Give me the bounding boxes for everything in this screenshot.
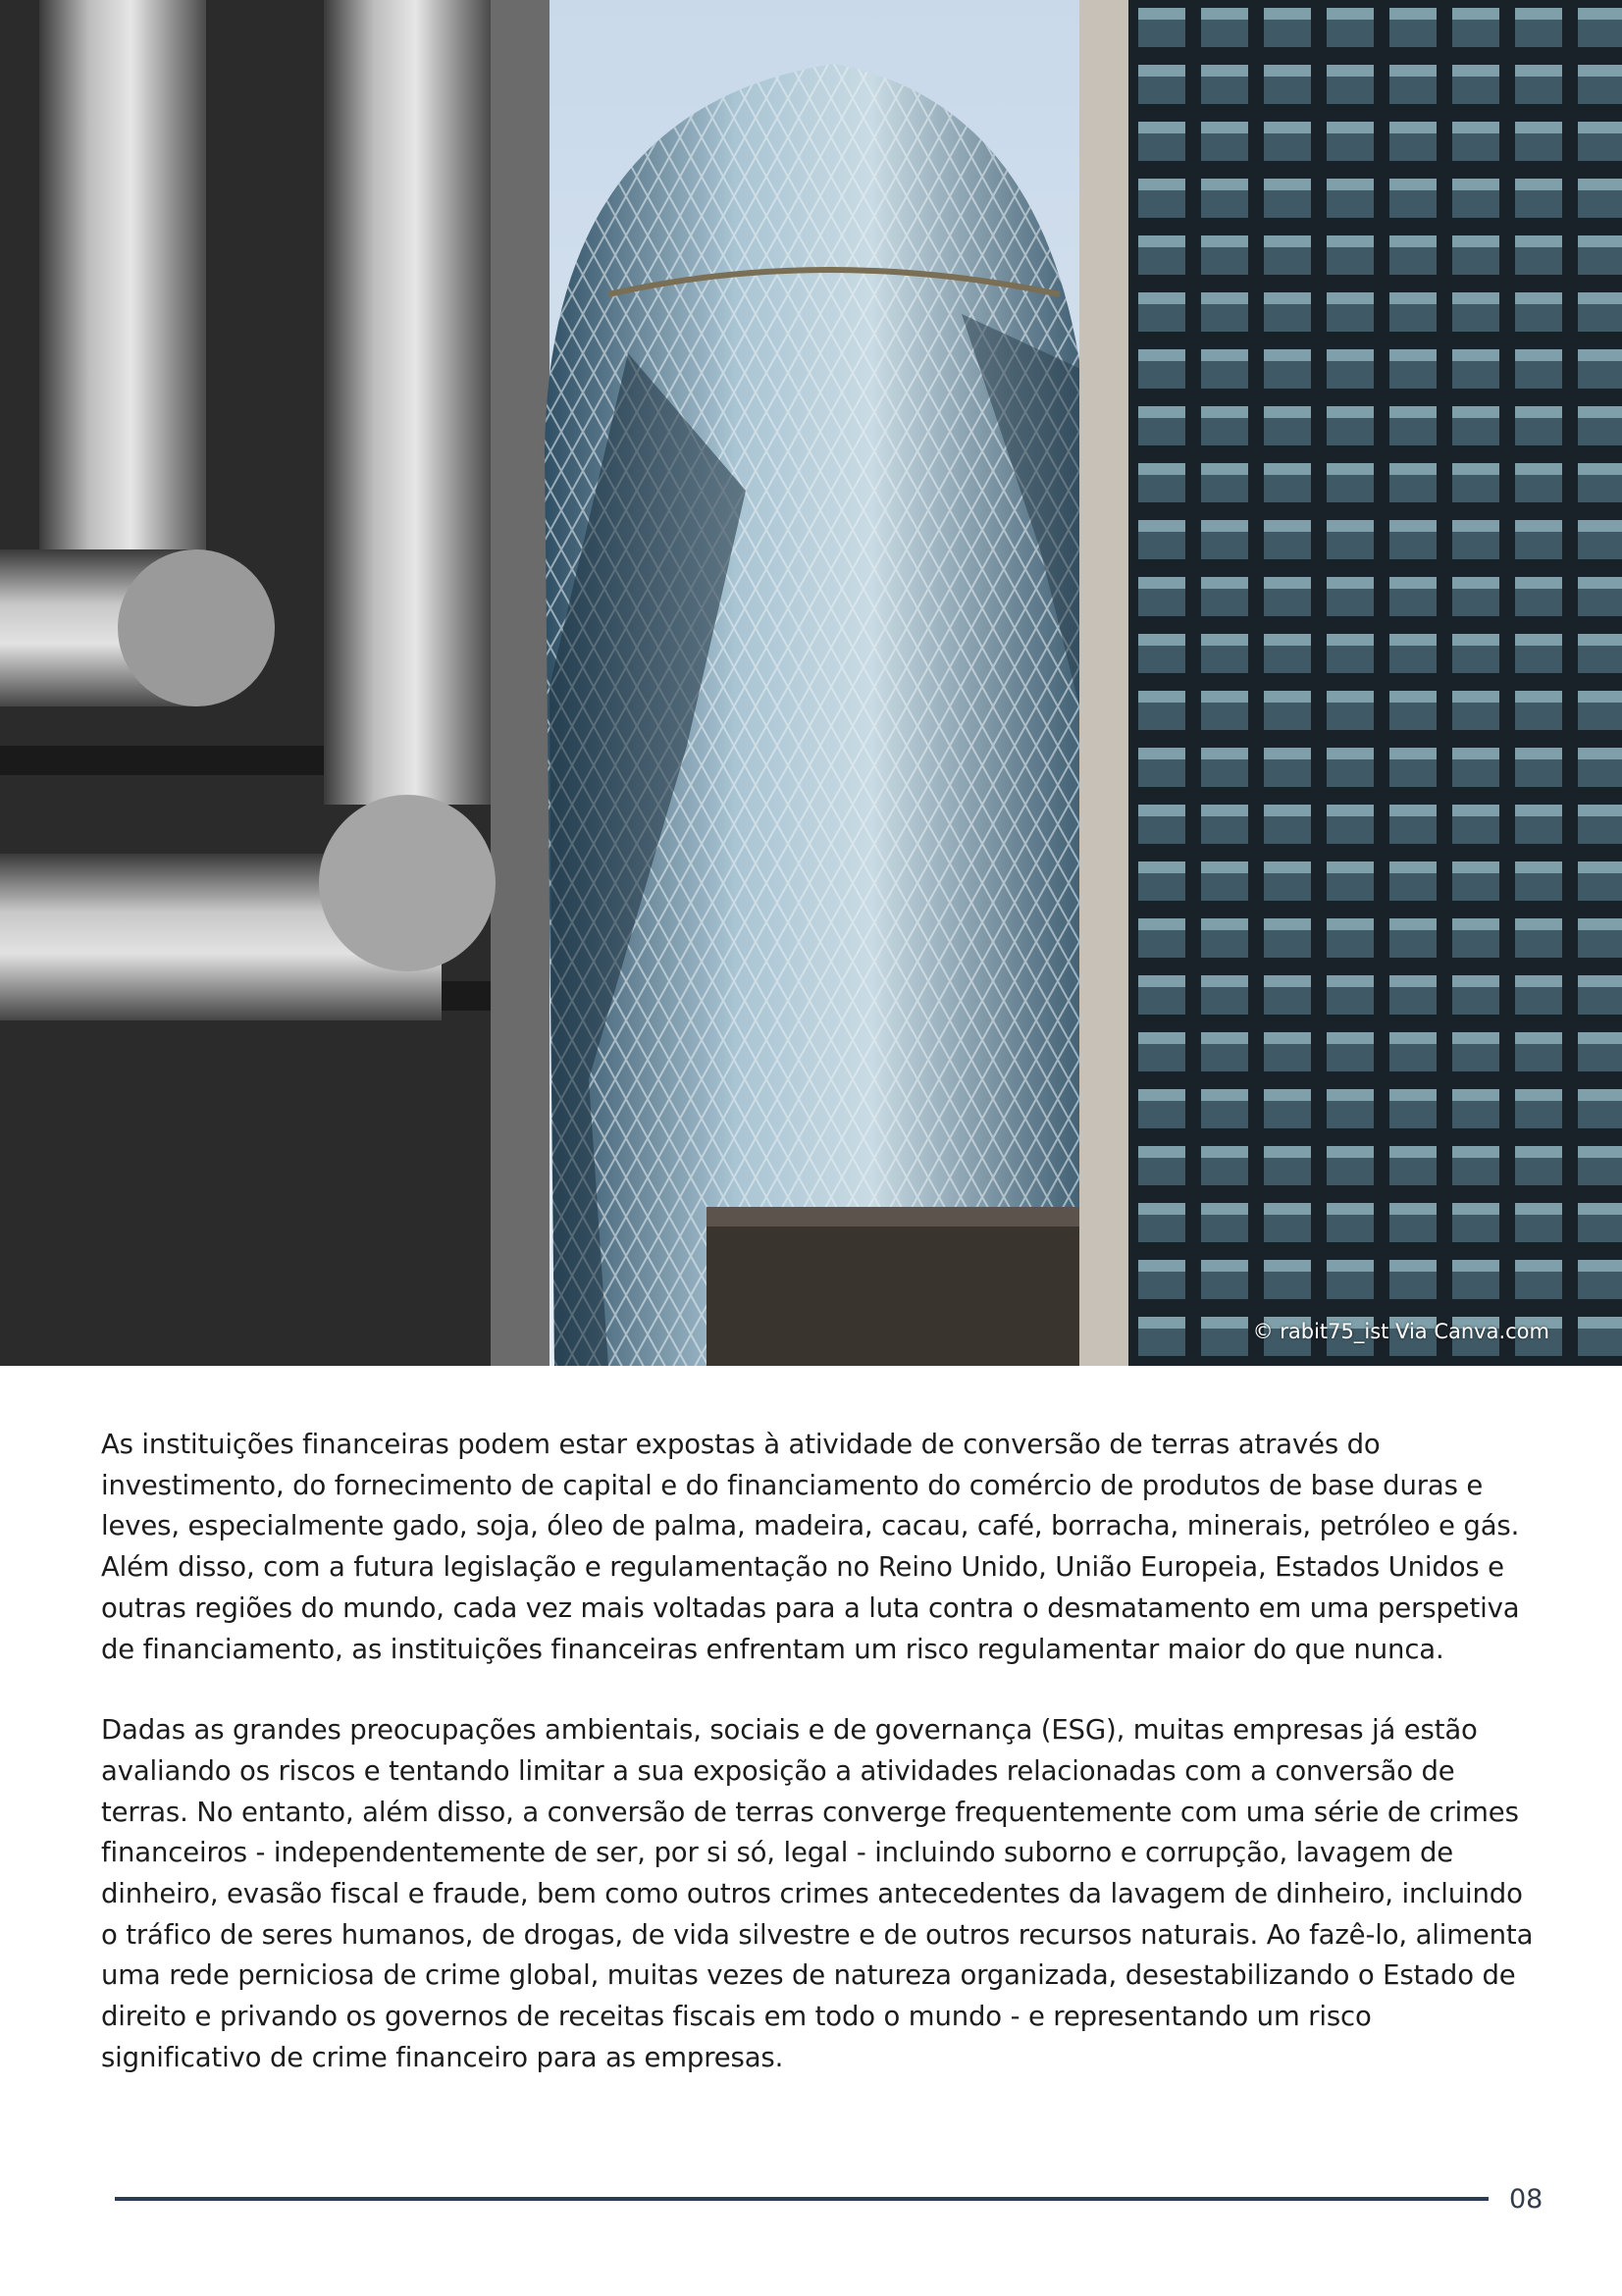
- paragraph-1: As instituições financeiras podem estar expostas à atividade de conversão de terras através do investimento, do fornecimento de capital e do financiamento do comércio de produtos de base duras e leves, especialmente gado, soja, óleo de palma, madeira, cacau, café, borracha, minerais, petróleo e gás. Além disso, com a futura legislação e regulamentação no Reino Unido, União Europeia, Estados Unidos e outras regiões do mundo, cada vez mais voltadas para a luta contra o desmatamento em uma perspetiva de financiamento, as instituições financeiras enfrentam um risco regulamentar maior do que nunca.: [101, 1429, 1520, 1665]
- page-number: 08: [1509, 2184, 1544, 2215]
- body-text: [101, 1425, 1534, 2079]
- paragraph-2: Dadas as grandes preocupações ambientais, sociais e de governança (ESG), muitas empresas já estão avaliando os riscos e tentando limitar a sua exposição a atividades relacionadas com a conversão de terras. No entanto, além disso, a conversão de terras converge frequentemente com uma série de crimes financeiros - independentemente de ser, por si só, legal - incluindo suborno e corrupção, lavagem de dinheiro, evasão fiscal e fraude, bem como outros crimes antecedentes da lavagem de dinheiro, incluindo o tráfico de seres humanos, de drogas, de vida silvestre e de outros recursos naturais. Ao fazê-lo, alimenta uma rede perniciosa de crime global, muitas vezes de natureza organizada, desestabilizando o Estado de direito e privando os governos de receitas fiscais em todo o mundo - e representando um risco significativo de crime financeiro para as empresas.: [101, 1714, 1534, 2073]
- photo-credit: © rabit75_ist Via Canva.com: [1252, 1320, 1549, 1343]
- footer-divider: [115, 2197, 1489, 2201]
